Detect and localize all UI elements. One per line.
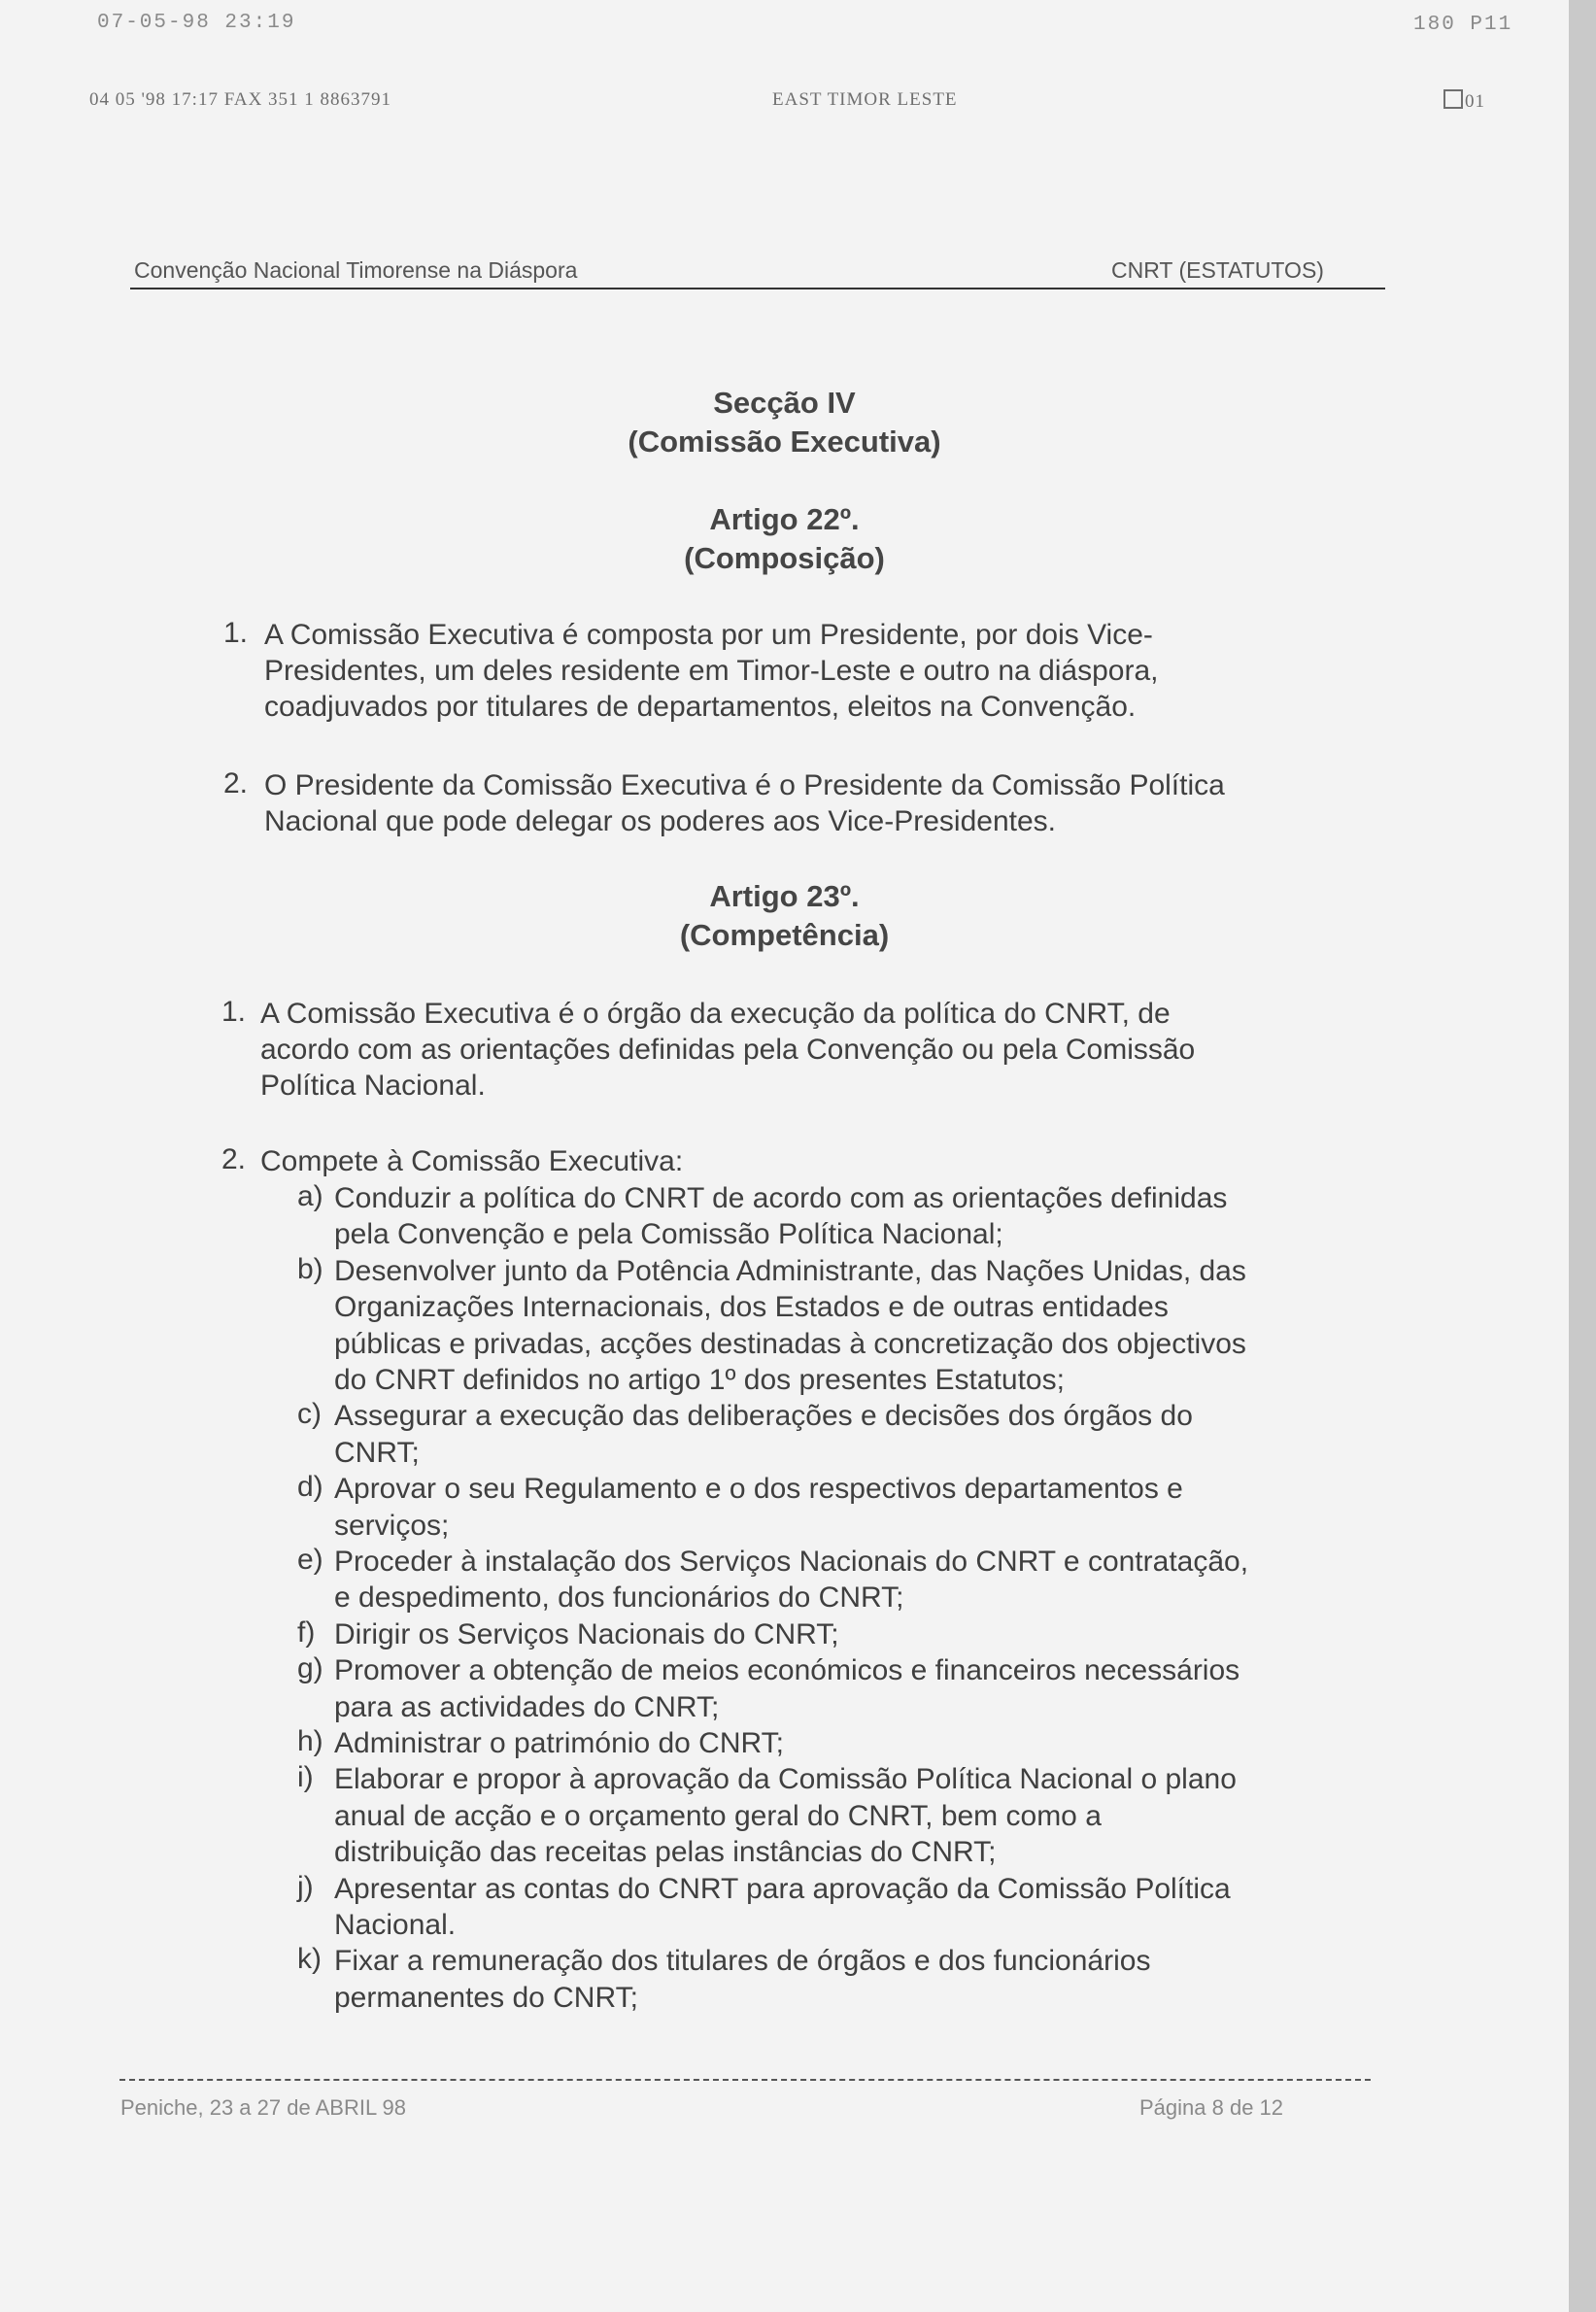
subitem-line: permanentes do CNRT; bbox=[334, 1982, 638, 2014]
article-23-subtitle: (Competência) bbox=[679, 918, 890, 952]
subitem-line: CNRT; bbox=[334, 1437, 420, 1469]
subitem-letter: e) bbox=[297, 1544, 323, 1576]
clause-line: A Comissão Executiva é o órgão da execução da política do CNRT, de bbox=[260, 998, 1171, 1030]
clause-line: O Presidente da Comissão Executiva é o Presidente da Comissão Política bbox=[264, 769, 1225, 801]
clause-line: Presidentes, um deles residente em Timor-Leste e outro na diáspora, bbox=[264, 655, 1159, 687]
clause-line: Nacional que pode delegar os poderes aos Vice-Presidentes. bbox=[264, 805, 1056, 837]
fax-sender: EAST TIMOR LESTE bbox=[772, 89, 958, 110]
subitem-line: Administrar o património do CNRT; bbox=[334, 1727, 784, 1759]
subitem-letter: j) bbox=[297, 1871, 314, 1903]
subitem-line: serviços; bbox=[334, 1510, 450, 1542]
subitem-letter: d) bbox=[297, 1471, 323, 1503]
subitem-line: Fixar a remuneração dos titulares de órgãos e dos funcionários bbox=[334, 1945, 1151, 1977]
fax-header-page-code: 180 P11 bbox=[1413, 14, 1513, 36]
clause-line: Política Nacional. bbox=[260, 1070, 486, 1102]
clause-line: acordo com as orientações definidas pela Convenção ou pela Comissão bbox=[260, 1034, 1196, 1066]
subitem-line: públicas e privadas, acções destinadas à concretização dos objectivos bbox=[334, 1328, 1246, 1360]
subitem-line: distribuição das receitas pelas instâncias do CNRT; bbox=[334, 1836, 997, 1868]
clause-line: coadjuvados por titulares de departamentos, eleitos na Convenção. bbox=[264, 691, 1137, 723]
running-header-left: Convenção Nacional Timorense na Diáspora bbox=[134, 257, 578, 283]
subitem-line: Conduzir a política do CNRT de acordo com as orientações definidas bbox=[334, 1182, 1228, 1214]
section-subtitle: (Comissão Executiva) bbox=[628, 425, 941, 459]
subitem-letter: f) bbox=[297, 1616, 316, 1649]
subitem-letter: g) bbox=[297, 1652, 323, 1684]
clause-intro: Compete à Comissão Executiva: bbox=[260, 1145, 684, 1177]
subitem-line: Aprovar o seu Regulamento e o dos respectivos departamentos e bbox=[334, 1473, 1183, 1505]
subitem-line: para as actividades do CNRT; bbox=[334, 1691, 720, 1723]
subitem-letter: a) bbox=[297, 1180, 323, 1212]
subitem-letter: h) bbox=[297, 1725, 323, 1757]
section-title: Secção IV bbox=[713, 386, 856, 420]
subitem-line: anual de acção e o orçamento geral do CNRT, bem como a bbox=[334, 1800, 1102, 1832]
footer-left: Peniche, 23 a 27 de ABRIL 98 bbox=[120, 2095, 406, 2120]
subitem-line: Nacional. bbox=[334, 1909, 457, 1941]
clause-line: A Comissão Executiva é composta por um Presidente, por dois Vice- bbox=[264, 619, 1153, 651]
subitem-line: Promover a obtenção de meios económicos e financeiros necessários bbox=[334, 1654, 1240, 1686]
scan-edge bbox=[1569, 0, 1596, 2312]
subitem-line: Apresentar as contas do CNRT para aprovação da Comissão Política bbox=[334, 1873, 1231, 1905]
subitem-line: Dirigir os Serviços Nacionais do CNRT; bbox=[334, 1618, 839, 1650]
footer-rule bbox=[119, 2079, 1371, 2081]
fax-transmission-line: 04 05 '98 17:17 FAX 351 1 8863791 bbox=[89, 89, 392, 110]
clause-number: 2. bbox=[223, 767, 249, 799]
fax-page-number bbox=[1443, 89, 1485, 113]
subitem-line: pela Convenção e pela Comissão Política Nacional; bbox=[334, 1218, 1003, 1250]
article-23-title: Artigo 23º. bbox=[709, 879, 860, 913]
subitem-line: e despedimento, dos funcionários do CNRT; bbox=[334, 1581, 904, 1614]
subitem-line: Elaborar e propor à aprovação da Comissão Política Nacional o plano bbox=[334, 1763, 1237, 1795]
subitem-line: Assegurar a execução das deliberações e decisões dos órgãos do bbox=[334, 1400, 1193, 1432]
fax-box-icon bbox=[1443, 89, 1463, 109]
fax-header-timestamp: 07-05-98 23:19 bbox=[97, 12, 296, 34]
footer-page: Página 8 de 12 bbox=[1139, 2095, 1284, 2120]
clause-number: 2. bbox=[221, 1143, 247, 1175]
fax-page-value: 01 bbox=[1465, 91, 1485, 112]
subitem-line: Desenvolver junto da Potência Administrante, das Nações Unidas, das bbox=[334, 1255, 1246, 1287]
subitem-line: do CNRT definidos no artigo 1º dos presentes Estatutos; bbox=[334, 1364, 1065, 1396]
header-rule bbox=[130, 288, 1385, 289]
subitem-letter: i) bbox=[297, 1761, 314, 1793]
article-22-subtitle: (Composição) bbox=[684, 541, 885, 575]
clause-number: 1. bbox=[221, 996, 247, 1028]
article-22-title: Artigo 22º. bbox=[709, 502, 860, 536]
subitem-line: Proceder à instalação dos Serviços Nacionais do CNRT e contratação, bbox=[334, 1546, 1249, 1578]
subitem-line: Organizações Internacionais, dos Estados e de outras entidades bbox=[334, 1291, 1169, 1323]
subitem-letter: k) bbox=[297, 1943, 322, 1975]
subitem-letter: c) bbox=[297, 1398, 322, 1430]
subitem-letter: b) bbox=[297, 1253, 323, 1285]
running-header-right: CNRT (ESTATUTOS) bbox=[1111, 257, 1324, 283]
clause-number: 1. bbox=[223, 617, 249, 649]
